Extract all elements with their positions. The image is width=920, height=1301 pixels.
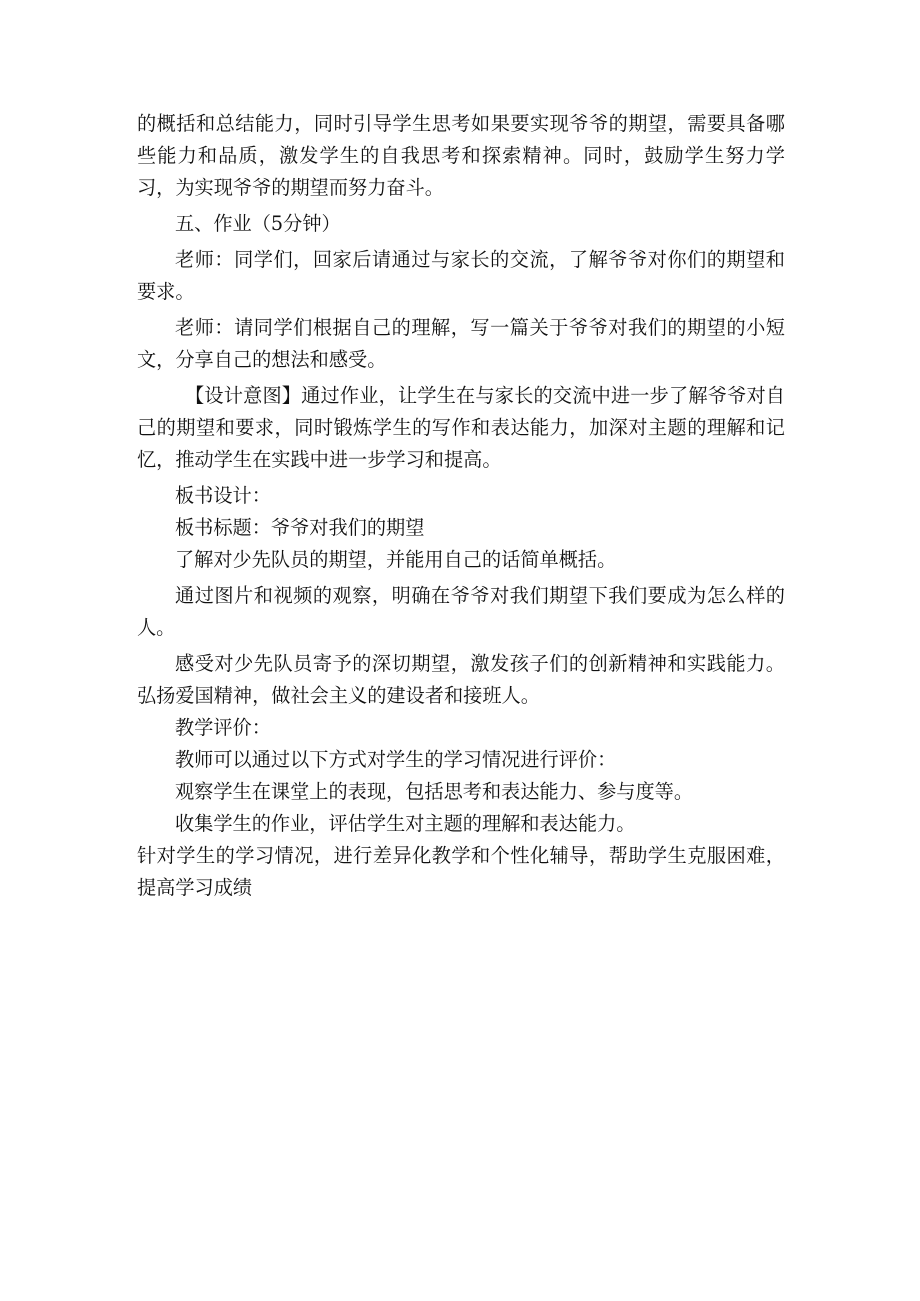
paragraph-evaluation-differentiated: 针对学生的学习情况，进行差异化教学和个性化辅导，帮助学生克服困难，提高学习成绩 bbox=[137, 844, 785, 899]
heading-teaching-evaluation: 教学评价： bbox=[175, 716, 271, 739]
paragraph-board-point-3: 感受对少先队员寄予的深切期望，激发孩子们的创新精神和实践能力。弘扬爱国精神，做社会主义的建设者和接班人。 bbox=[137, 652, 785, 707]
paragraph-design-intent: 【设计意图】通过作业，让学生在与家长的交流中进一步了解爷爷对自己的期望和要求，同时锻炼学生的写作和表达能力，加深对主题的理解和记忆，推动学生在实践中进一步学习和提高。 bbox=[137, 384, 785, 471]
section-heading-homework: 五、作业（5分钟） bbox=[175, 212, 341, 235]
paragraph-evaluation-homework: 收集学生的作业，评估学生对主题的理解和表达能力。 bbox=[175, 812, 636, 835]
heading-board-design: 板书设计： bbox=[175, 484, 271, 507]
paragraph-board-point-2: 通过图片和视频的观察，明确在爷爷对我们期望下我们要成为怎么样的人。 bbox=[137, 584, 785, 639]
paragraph-board-point-1: 了解对少先队员的期望，并能用自己的话简单概括。 bbox=[175, 548, 617, 571]
paragraph-teacher-instruction-2: 老师：请同学们根据自己的理解，写一篇关于爷爷对我们的期望的小短文，分享自己的想法和感受。 bbox=[137, 316, 785, 371]
paragraph-teacher-instruction-1: 老师：同学们，回家后请通过与家长的交流，了解爷爷对你们的期望和要求。 bbox=[137, 248, 785, 303]
paragraph-board-title: 板书标题：爷爷对我们的期望 bbox=[175, 516, 425, 539]
paragraph-summary-ability: 的概括和总结能力，同时引导学生思考如果要实现爷爷的期望，需要具备哪些能力和品质，激发学生的自我思考和探索精神。同时，鼓励学生努力学习，为实现爷爷的期望而努力奋斗。 bbox=[137, 112, 785, 199]
document-body bbox=[137, 108, 785, 904]
paragraph-evaluation-intro: 教师可以通过以下方式对学生的学习情况进行评价： bbox=[175, 748, 617, 771]
paragraph-evaluation-observe: 观察学生在课堂上的表现，包括思考和表达能力、参与度等。 bbox=[175, 780, 694, 803]
